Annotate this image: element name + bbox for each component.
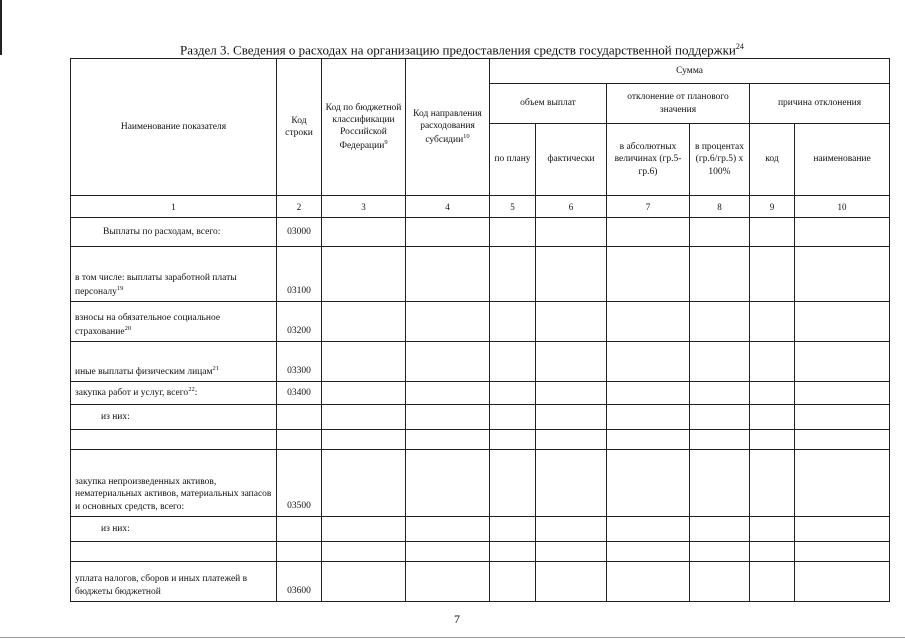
scan-bottom-line bbox=[0, 637, 905, 638]
cell-reason-name[interactable] bbox=[795, 542, 890, 562]
row-name: Выплаты по расходам, всего: bbox=[71, 218, 277, 247]
header-deviation: отклонение от планового значения bbox=[607, 84, 750, 124]
column-number: 6 bbox=[536, 196, 607, 218]
table-row bbox=[71, 247, 890, 302]
cell-by-plan[interactable] bbox=[490, 342, 536, 382]
cell-direction[interactable] bbox=[406, 302, 490, 342]
cell-percent[interactable] bbox=[690, 342, 750, 382]
table-row bbox=[71, 382, 890, 405]
cell-actual[interactable] bbox=[536, 542, 607, 562]
table-row bbox=[71, 450, 890, 517]
row-name: из них: bbox=[71, 405, 277, 430]
cell-percent[interactable] bbox=[690, 517, 750, 542]
cell-reason-name[interactable] bbox=[795, 430, 890, 450]
row-code bbox=[277, 517, 322, 542]
table-row bbox=[71, 342, 890, 382]
cell-by-plan[interactable] bbox=[490, 562, 536, 602]
cell-direction[interactable] bbox=[406, 218, 490, 247]
cell-reason-code[interactable] bbox=[750, 517, 795, 542]
cell-absolute[interactable] bbox=[607, 302, 690, 342]
header-code: код bbox=[750, 124, 795, 196]
cell-direction[interactable] bbox=[406, 542, 490, 562]
cell-by-plan[interactable] bbox=[490, 517, 536, 542]
cell-reason-code[interactable] bbox=[750, 302, 795, 342]
cell-direction[interactable] bbox=[406, 247, 490, 302]
cell-actual[interactable] bbox=[536, 517, 607, 542]
cell-percent[interactable] bbox=[690, 542, 750, 562]
header-sum: Сумма bbox=[490, 59, 890, 84]
column-number: 9 bbox=[750, 196, 795, 218]
cell-direction[interactable] bbox=[406, 517, 490, 542]
row-name: взносы на обязательное социальное страхование$^{20}$ bbox=[71, 302, 277, 342]
cell-budget-class[interactable] bbox=[322, 302, 406, 342]
row-code bbox=[277, 542, 322, 562]
cell-direction[interactable] bbox=[406, 430, 490, 450]
cell-by-plan[interactable] bbox=[490, 450, 536, 517]
header-deviation-reason: причина отклонения bbox=[750, 84, 890, 124]
cell-budget-class[interactable] bbox=[322, 247, 406, 302]
row-code: 03100 bbox=[277, 247, 322, 302]
header-payments-volume: объем выплат bbox=[490, 84, 607, 124]
cell-by-plan[interactable] bbox=[490, 405, 536, 430]
cell-reason-name[interactable] bbox=[795, 450, 890, 517]
cell-direction[interactable] bbox=[406, 405, 490, 430]
column-number: 2 bbox=[277, 196, 322, 218]
cell-reason-code[interactable] bbox=[750, 405, 795, 430]
cell-absolute[interactable] bbox=[607, 450, 690, 517]
cell-by-plan[interactable] bbox=[490, 542, 536, 562]
table-row bbox=[71, 430, 890, 450]
column-number: 3 bbox=[322, 196, 406, 218]
cell-reason-name[interactable] bbox=[795, 342, 890, 382]
row-code: 03600 bbox=[277, 562, 322, 602]
cell-reason-name[interactable] bbox=[795, 302, 890, 342]
scan-edge-line bbox=[0, 0, 2, 55]
cell-actual[interactable] bbox=[536, 302, 607, 342]
row-name: уплата налогов, сборов и иных платежей в бюджеты бюджетной bbox=[71, 562, 277, 602]
cell-reason-code[interactable] bbox=[750, 342, 795, 382]
cell-absolute[interactable] bbox=[607, 218, 690, 247]
row-code bbox=[277, 405, 322, 430]
cell-reason-code[interactable] bbox=[750, 562, 795, 602]
cell-absolute[interactable] bbox=[607, 430, 690, 450]
cell-actual[interactable] bbox=[536, 405, 607, 430]
cell-budget-class[interactable] bbox=[322, 342, 406, 382]
column-number: 7 bbox=[607, 196, 690, 218]
column-number: 10 bbox=[795, 196, 890, 218]
header-percent: в процентах (гр.6/гр.5) x 100% bbox=[690, 124, 750, 196]
row-code bbox=[277, 430, 322, 450]
cell-percent[interactable] bbox=[690, 430, 750, 450]
row-code: 03200 bbox=[277, 302, 322, 342]
cell-direction[interactable] bbox=[406, 450, 490, 517]
cell-absolute[interactable] bbox=[607, 517, 690, 542]
row-code: 03300 bbox=[277, 342, 322, 382]
cell-reason-name[interactable] bbox=[795, 382, 890, 405]
row-name bbox=[71, 542, 277, 562]
header-direction-code: Код направления расходования субсидии$^{10}$ bbox=[406, 59, 490, 196]
cell-absolute[interactable] bbox=[607, 405, 690, 430]
cell-reason-code[interactable] bbox=[750, 218, 795, 247]
cell-reason-name[interactable] bbox=[795, 517, 890, 542]
cell-reason-code[interactable] bbox=[750, 430, 795, 450]
cell-percent[interactable] bbox=[690, 562, 750, 602]
cell-reason-code[interactable] bbox=[750, 450, 795, 517]
cell-actual[interactable] bbox=[536, 562, 607, 602]
row-name: закупка непроизведенных активов, нематериальных активов, материальных запасов и основных средств, всего: bbox=[71, 450, 277, 517]
cell-actual[interactable] bbox=[536, 382, 607, 405]
cell-percent[interactable] bbox=[690, 382, 750, 405]
cell-budget-class[interactable] bbox=[322, 517, 406, 542]
cell-by-plan[interactable] bbox=[490, 302, 536, 342]
cell-budget-class[interactable] bbox=[322, 430, 406, 450]
cell-budget-class[interactable] bbox=[322, 542, 406, 562]
column-number: 1 bbox=[71, 196, 277, 218]
column-number: 4 bbox=[406, 196, 490, 218]
cell-reason-name[interactable] bbox=[795, 405, 890, 430]
cell-reason-code[interactable] bbox=[750, 382, 795, 405]
column-number: 5 bbox=[490, 196, 536, 218]
cell-absolute[interactable] bbox=[607, 342, 690, 382]
row-name: из них: bbox=[71, 517, 277, 542]
cell-absolute[interactable] bbox=[607, 542, 690, 562]
table-row bbox=[71, 562, 890, 602]
cell-percent[interactable] bbox=[690, 247, 750, 302]
cell-absolute[interactable] bbox=[607, 247, 690, 302]
row-name: в том числе: выплаты заработной платы персоналу$^{19}$ bbox=[71, 247, 277, 302]
expenses-table bbox=[70, 58, 890, 602]
cell-actual[interactable] bbox=[536, 342, 607, 382]
header-absolute: в абсолютных величинах (гр.5-гр.6) bbox=[607, 124, 690, 196]
cell-direction[interactable] bbox=[406, 562, 490, 602]
row-name: иные выплаты физическим лицам$^{21}$ bbox=[71, 342, 277, 382]
cell-absolute[interactable] bbox=[607, 562, 690, 602]
table-row bbox=[71, 405, 890, 430]
row-code: 03500 bbox=[277, 450, 322, 517]
header-indicator-name: Наименование показателя bbox=[71, 59, 277, 196]
table-row bbox=[71, 302, 890, 342]
cell-by-plan[interactable] bbox=[490, 247, 536, 302]
cell-budget-class[interactable] bbox=[322, 218, 406, 247]
cell-reason-name[interactable] bbox=[795, 218, 890, 247]
cell-budget-class[interactable] bbox=[322, 562, 406, 602]
cell-by-plan[interactable] bbox=[490, 430, 536, 450]
row-code: 03400 bbox=[277, 382, 322, 405]
header-by-plan: по плану bbox=[490, 124, 536, 196]
cell-reason-code[interactable] bbox=[750, 542, 795, 562]
cell-percent[interactable] bbox=[690, 302, 750, 342]
row-code: 03000 bbox=[277, 218, 322, 247]
table-row bbox=[71, 517, 890, 542]
cell-actual[interactable] bbox=[536, 247, 607, 302]
cell-budget-class[interactable] bbox=[322, 405, 406, 430]
row-name bbox=[71, 430, 277, 450]
cell-by-plan[interactable] bbox=[490, 218, 536, 247]
column-number: 8 bbox=[690, 196, 750, 218]
header-actual: фактически bbox=[536, 124, 607, 196]
cell-budget-class[interactable] bbox=[322, 382, 406, 405]
section-title: Раздел 3. Сведения о расходах на организацию предоставления средств государственной поддержки$^{24}$ bbox=[180, 42, 744, 58]
page-number: 7 bbox=[454, 612, 460, 626]
header-budget-class-code: Код по бюджетной классификации Российской Федерации$^9$ bbox=[322, 59, 406, 196]
cell-direction[interactable] bbox=[406, 382, 490, 405]
cell-reason-name[interactable] bbox=[795, 247, 890, 302]
cell-actual[interactable] bbox=[536, 218, 607, 247]
cell-absolute[interactable] bbox=[607, 382, 690, 405]
row-name: закупка работ и услуг, всего$^{22}$: bbox=[71, 382, 277, 405]
cell-actual[interactable] bbox=[536, 430, 607, 450]
cell-actual[interactable] bbox=[536, 450, 607, 517]
cell-percent[interactable] bbox=[690, 218, 750, 247]
cell-reason-code[interactable] bbox=[750, 247, 795, 302]
cell-budget-class[interactable] bbox=[322, 450, 406, 517]
cell-direction[interactable] bbox=[406, 342, 490, 382]
table-row bbox=[71, 542, 890, 562]
header-row-code: Код строки bbox=[277, 59, 322, 196]
cell-percent[interactable] bbox=[690, 450, 750, 517]
header-name: наименование bbox=[795, 124, 890, 196]
cell-reason-name[interactable] bbox=[795, 562, 890, 602]
cell-by-plan[interactable] bbox=[490, 382, 536, 405]
table-row bbox=[71, 218, 890, 247]
cell-percent[interactable] bbox=[690, 405, 750, 430]
